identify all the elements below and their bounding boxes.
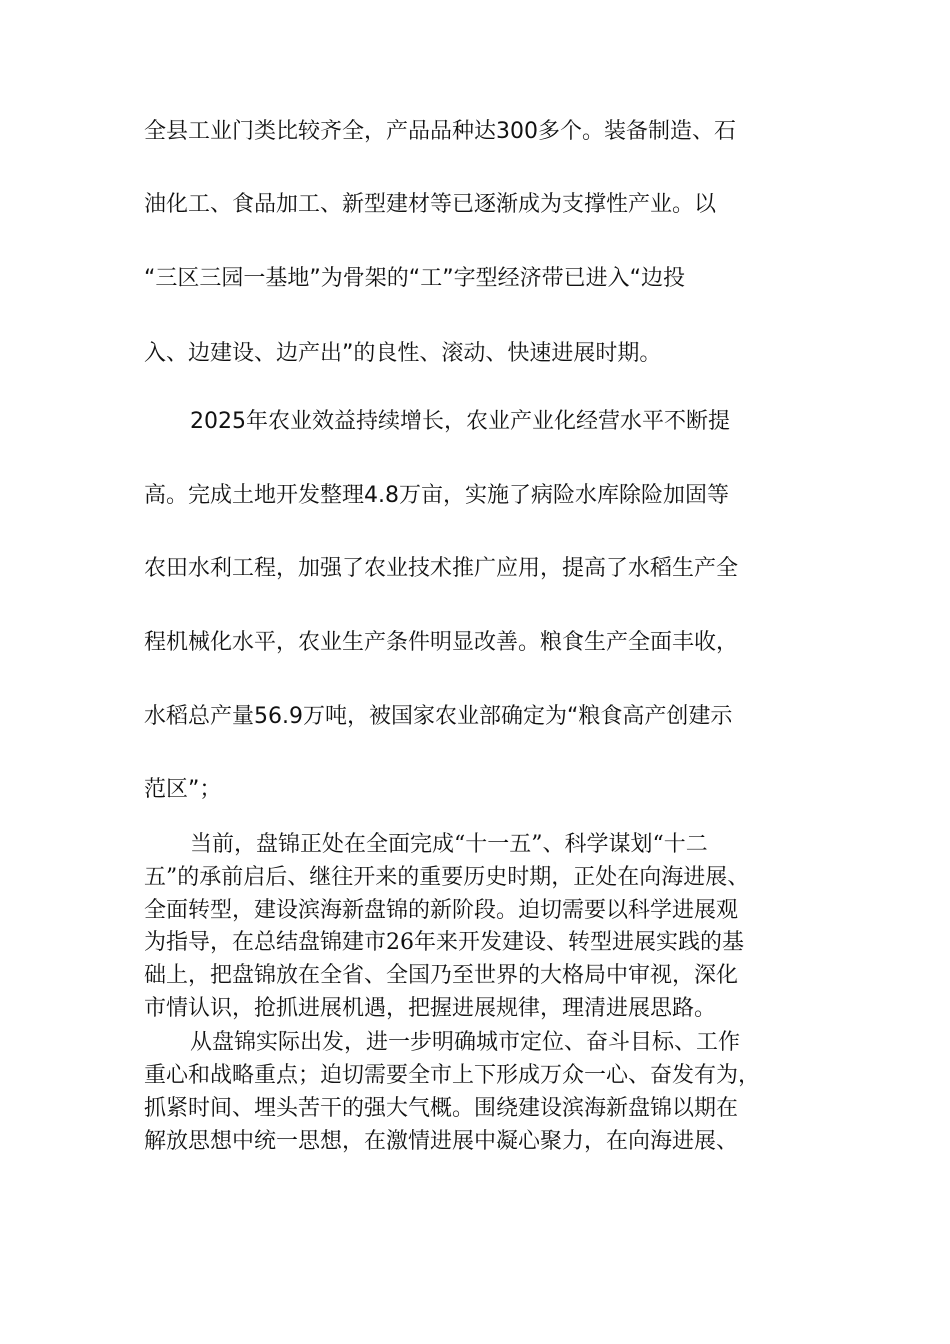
paragraph-line: 农田水利工程，加强了农业技术推广应用，提高了水稻生产全 [144, 556, 739, 581]
paragraph-line: 全县工业门类比较齐全，产品品种达300多个。装备制造、石 [144, 119, 736, 144]
paragraph-line: 程机械化水平，农业生产条件明显改善。粮食生产全面丰收， [144, 630, 739, 655]
paragraph-line: 五”的承前启后、继往开来的重要历史时期，正处在向海进展、 [144, 865, 750, 890]
paragraph-line: 入、边建设、边产出”的良性、滚动、快速进展时期。 [144, 341, 662, 366]
paragraph-line: 重心和战略重点；迫切需要全市上下形成万众一心、奋发有为， [144, 1063, 761, 1088]
paragraph-line: 础上，把盘锦放在全省、全国乃至世界的大格局中审视，深化 [144, 963, 739, 988]
paragraph-line: 高。完成土地开发整理4.8万亩，实施了病险水库除险加固等 [144, 483, 729, 508]
paragraph-line: 2025年农业效益持续增长，农业产业化经营水平不断提 [190, 409, 730, 434]
paragraph-line: 抓紧时间、埋头苦干的强大气概。围绕建设滨海新盘锦以期在 [144, 1096, 739, 1121]
paragraph-line: 全面转型，建设滨海新盘锦的新阶段。迫切需要以科学进展观 [144, 898, 739, 923]
paragraph-line: 解放思想中统一思想，在激情进展中凝心聚力，在向海进展、 [144, 1129, 739, 1154]
paragraph-line: 水稻总产量56.9万吨，被国家农业部确定为“粮食高产创建示 [144, 704, 733, 729]
paragraph-line: 油化工、食品加工、新型建材等已逐渐成为支撑性产业。以 [144, 192, 717, 217]
paragraph-line: 当前，盘锦正处在全面完成“十一五”、科学谋划“十二 [190, 832, 708, 857]
paragraph-line: “三区三园一基地”为骨架的“工”字型经济带已进入“边投 [144, 266, 685, 291]
paragraph-line: 范区”； [144, 777, 222, 802]
paragraph-line: 为指导，在总结盘锦建市26年来开发建设、转型进展实践的基 [144, 930, 744, 955]
paragraph-line: 从盘锦实际出发，进一步明确城市定位、奋斗目标、工作 [190, 1030, 741, 1055]
paragraph-line: 市情认识，抢抓进展机遇，把握进展规律，理清进展思路。 [144, 996, 717, 1021]
